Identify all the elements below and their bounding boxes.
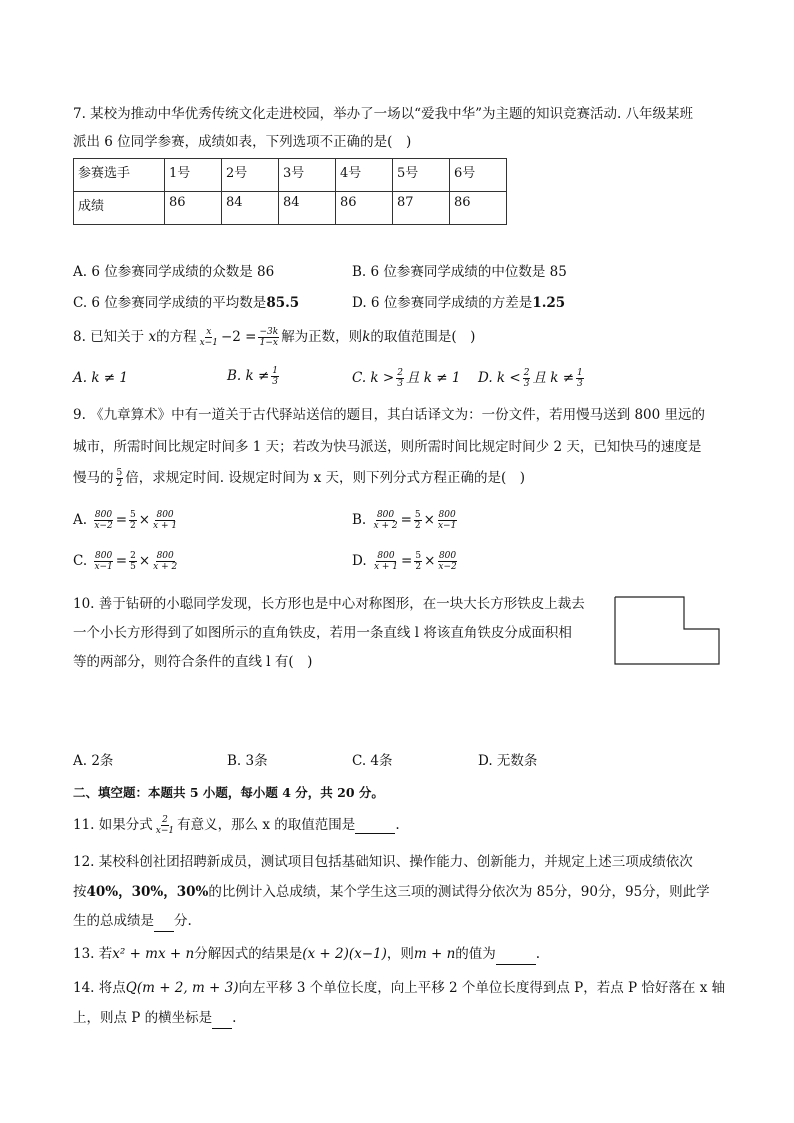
q8-var: x bbox=[148, 329, 157, 345]
q13-answer-blank[interactable] bbox=[496, 944, 536, 965]
q8-k: k bbox=[362, 329, 371, 345]
q10-option-d[interactable]: D. 无数条 bbox=[478, 753, 538, 769]
q7-option-c-value: 85.5 bbox=[266, 295, 300, 311]
q7-option-b[interactable]: B. 6 位参赛同学成绩的中位数是 85 bbox=[352, 264, 567, 280]
table-header-cell: 5号 bbox=[393, 159, 450, 192]
table-header-cell: 2号 bbox=[222, 159, 279, 192]
q9-line3: 慢马的 $\frac{5}{2}$ 倍，求规定时间. 设规定时间为 x 天，则下列分式方程正确的是( ) bbox=[73, 468, 526, 489]
q8-mid: 的方程 bbox=[156, 329, 197, 345]
q12-line3: 生的总成绩是 分. bbox=[73, 911, 192, 932]
q12-answer-blank[interactable] bbox=[154, 911, 174, 932]
q10-option-b[interactable]: B. 3条 bbox=[227, 753, 268, 769]
q14-line2: 上，则点 P 的横坐标是 . bbox=[73, 1008, 236, 1029]
l-shape-outline bbox=[615, 597, 719, 664]
table-cell: 86 bbox=[450, 192, 507, 225]
q7-option-d-text: D. 6 位参赛同学成绩的方差是 bbox=[352, 295, 533, 311]
q9-option-d[interactable]: D. $\frac{800}{x + 1}$ = $\frac{5}{2}$ × $\frac{800}{x-2}$ bbox=[352, 551, 457, 572]
table-row bbox=[74, 159, 507, 192]
q13-stem: 13. 若x² + mx + n分解因式的结果是(x + 2)(x−1)，则m + n的值为 . bbox=[73, 944, 540, 965]
q14-answer-blank[interactable] bbox=[212, 1008, 232, 1029]
q14-line1: 14. 将点Q(m + 2, m + 3)向左平移 3 个单位长度，向上平移 2 个单位长度得到点 P，若点 P 恰好落在 x 轴 bbox=[73, 980, 726, 996]
q10-option-c[interactable]: C. 4条 bbox=[352, 753, 393, 769]
q12-line1: 12. 某校科创社团招聘新成员，测试项目包括基础知识、操作能力、创新能力，并规定上述三项成绩依次 bbox=[73, 854, 693, 870]
q10-line3: 等的两部分，则符合条件的直线 l 有( ) bbox=[73, 654, 313, 670]
q8-option-c[interactable]: C. k > $\frac{2}{3}$ 且 k ≠ 1 bbox=[352, 368, 461, 389]
table-header-cell: 3号 bbox=[279, 159, 336, 192]
q8-minus2: −2 = bbox=[220, 329, 257, 345]
table-header-cell: 4号 bbox=[336, 159, 393, 192]
q7-line1: 7. 某校为推动中华优秀传统文化走进校园，举办了一场以“爱我中华”为主题的知识竞赛活动. 八年级某班 bbox=[73, 106, 694, 122]
q9-option-c[interactable]: C. $\frac{800}{x-1}$ = $\frac{2}{5}$ × $\frac{800}{x + 2}$ bbox=[73, 551, 178, 572]
q9-line2: 城市，所需时间比规定时间多 1 天；若改为快马派送，则所需时间比规定时间少 2 天，已知快马的速度是 bbox=[73, 439, 702, 455]
q7-option-a[interactable]: A. 6 位参赛同学成绩的众数是 86 bbox=[73, 264, 275, 280]
q7-line2: 派出 6 位同学参赛，成绩如表，下列选项不正确的是( ) bbox=[73, 134, 412, 150]
q11-answer-blank[interactable] bbox=[355, 817, 395, 834]
q8-frac2: $\frac{-3k}{1-x}$ bbox=[259, 327, 279, 348]
q10-option-a[interactable]: A. 2条 bbox=[73, 753, 114, 769]
q7-option-c-text: C. 6 位参赛同学成绩的平均数是 bbox=[73, 295, 267, 311]
q9-option-b[interactable]: B. $\frac{800}{x + 2}$ = $\frac{5}{2}$ × $\frac{800}{x-1}$ bbox=[352, 510, 457, 531]
q7-option-d[interactable] bbox=[352, 291, 565, 311]
q9-line1: 9. 《九章算术》中有一道关于古代驿站送信的题目，其白话译文为：一份文件，若用慢马送到 800 里远的 bbox=[73, 407, 706, 423]
l-shaped-sheet-figure bbox=[614, 596, 722, 666]
q8-prefix: 8. 已知关于 bbox=[73, 329, 145, 345]
table-header-cell: 1号 bbox=[165, 159, 222, 192]
table-cell: 84 bbox=[222, 192, 279, 225]
q10-line1: 10. 善于钻研的小聪同学发现，长方形也是中心对称图形，在一块大长方形铁皮上裁去 bbox=[73, 596, 585, 612]
table-cell: 84 bbox=[279, 192, 336, 225]
table-header-cell: 参赛选手 bbox=[74, 159, 165, 192]
q8-stem bbox=[73, 325, 475, 348]
table-row bbox=[74, 192, 507, 225]
q8-option-d[interactable]: D. k < $\frac{2}{3}$ 且 k ≠ $\frac{1}{3}$ bbox=[478, 368, 583, 389]
table-cell: 86 bbox=[165, 192, 222, 225]
q7-option-d-value: 1.25 bbox=[532, 295, 566, 311]
q12-line2: 按40%，30%，30%的比例计入总成绩，某个学生这三项的测试得分依次为 85分，90分，95分，则此学 bbox=[73, 884, 710, 900]
score-table bbox=[73, 158, 507, 225]
section-heading: 二、填空题：本题共 5 小题，每小题 4 分，共 20 分。 bbox=[73, 785, 384, 800]
table-cell: 87 bbox=[393, 192, 450, 225]
q7-option-c[interactable] bbox=[73, 291, 299, 311]
q8-frac1: $\frac{x}{x-1}$ bbox=[199, 327, 218, 348]
q11-stem: 11. 如果分式 $\frac{2}{x-1}$ 有意义，那么 x 的取值范围是 . bbox=[73, 815, 400, 836]
q8-option-b[interactable]: B. k ≠ $\frac{1}{3}$ bbox=[227, 366, 279, 387]
q9-option-a[interactable]: A. $\frac{800}{x-2}$ = $\frac{5}{2}$ × $\frac{800}{x + 1}$ bbox=[73, 510, 178, 531]
table-header-cell: 6号 bbox=[450, 159, 507, 192]
q10-line2: 一个小长方形得到了如图所示的直角铁皮，若用一条直线 l 将该直角铁皮分成面积相 bbox=[73, 625, 572, 641]
q8-suffix2: 的取值范围是( ) bbox=[370, 329, 476, 345]
q8-suffix1: 解为正数，则 bbox=[281, 329, 363, 345]
q8-option-a[interactable]: A. k ≠ 1 bbox=[73, 370, 128, 386]
table-cell: 86 bbox=[336, 192, 393, 225]
table-row-label: 成绩 bbox=[74, 192, 165, 225]
